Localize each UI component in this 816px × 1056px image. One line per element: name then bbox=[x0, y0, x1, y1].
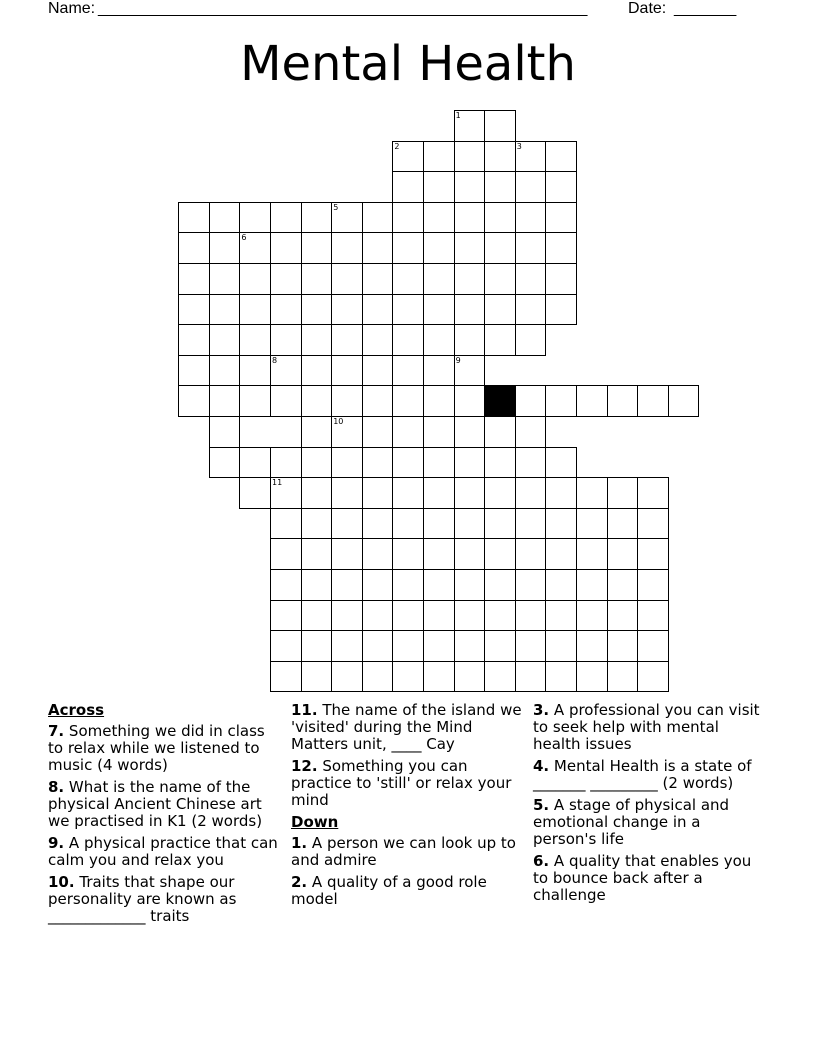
crossword-cell[interactable] bbox=[515, 263, 547, 295]
crossword-cell[interactable] bbox=[637, 630, 669, 662]
crossword-cell[interactable] bbox=[270, 661, 302, 693]
crossword-cell[interactable] bbox=[301, 661, 333, 693]
clue-number-label: 10 bbox=[333, 417, 344, 426]
crossword-cell[interactable] bbox=[362, 294, 394, 326]
crossword-cell[interactable] bbox=[484, 630, 516, 662]
crossword-cell[interactable] bbox=[637, 661, 669, 693]
crossword-cell[interactable] bbox=[392, 232, 424, 264]
crossword-cell[interactable] bbox=[362, 416, 394, 448]
crossword-cell[interactable] bbox=[362, 569, 394, 601]
crossword-cell[interactable] bbox=[515, 661, 547, 693]
crossword-cell[interactable] bbox=[423, 416, 455, 448]
crossword-cell[interactable] bbox=[301, 355, 333, 387]
date-line[interactable]: _______ bbox=[674, 0, 737, 17]
clue-down-4 bbox=[533, 758, 765, 792]
crossword-cell[interactable] bbox=[454, 355, 486, 387]
crossword-cell[interactable] bbox=[362, 538, 394, 570]
clue-text: Something we did in class to relax while we listened to music (4 words) bbox=[48, 722, 265, 774]
crossword-cell[interactable] bbox=[423, 355, 455, 387]
crossword-cell[interactable] bbox=[545, 171, 577, 203]
crossword-cell[interactable] bbox=[239, 385, 271, 417]
crossword-cell[interactable] bbox=[331, 416, 363, 448]
crossword-cell[interactable] bbox=[607, 477, 639, 509]
clue-text: Mental Health is a state of _______ _________ (2 words) bbox=[533, 757, 752, 792]
crossword-cell[interactable] bbox=[301, 508, 333, 540]
crossword-cell[interactable] bbox=[209, 294, 241, 326]
crossword-cell[interactable] bbox=[392, 141, 424, 173]
clue-text: A quality that enables you to bounce back after a challenge bbox=[533, 852, 752, 904]
crossword-cell[interactable] bbox=[515, 538, 547, 570]
crossword-cell[interactable] bbox=[362, 355, 394, 387]
crossword-cell[interactable] bbox=[545, 538, 577, 570]
crossword-cell[interactable] bbox=[576, 385, 608, 417]
clue-down-1 bbox=[291, 835, 523, 869]
crossword-cell[interactable] bbox=[576, 477, 608, 509]
crossword-cell[interactable] bbox=[270, 508, 302, 540]
clue-number: 8. bbox=[48, 778, 65, 796]
crossword-cell[interactable] bbox=[576, 630, 608, 662]
crossword-cell[interactable] bbox=[545, 141, 577, 173]
crossword-cell[interactable] bbox=[301, 447, 333, 479]
clue-number: 3. bbox=[533, 701, 550, 719]
crossword-cell[interactable] bbox=[454, 508, 486, 540]
crossword-cell[interactable] bbox=[484, 202, 516, 234]
crossword-cell[interactable] bbox=[331, 538, 363, 570]
crossword-cell[interactable] bbox=[331, 630, 363, 662]
crossword-cell[interactable] bbox=[392, 661, 424, 693]
crossword-cell[interactable] bbox=[301, 569, 333, 601]
crossword-cell[interactable] bbox=[331, 324, 363, 356]
crossword-cell[interactable] bbox=[270, 294, 302, 326]
clue-column-1 bbox=[48, 702, 280, 930]
crossword-cell[interactable] bbox=[576, 508, 608, 540]
crossword-cell[interactable] bbox=[545, 477, 577, 509]
crossword-cell[interactable] bbox=[270, 355, 302, 387]
clue-number: 1. bbox=[291, 834, 308, 852]
crossword-cell[interactable] bbox=[209, 263, 241, 295]
crossword-cell[interactable] bbox=[545, 385, 577, 417]
crossword-cell[interactable] bbox=[209, 324, 241, 356]
crossword-cell[interactable] bbox=[423, 477, 455, 509]
clue-number-label: 8 bbox=[272, 355, 278, 365]
crossword-cell[interactable] bbox=[454, 477, 486, 509]
clue-number-label: 9 bbox=[455, 355, 461, 365]
crossword-cell[interactable] bbox=[362, 232, 394, 264]
crossword-cell[interactable] bbox=[392, 630, 424, 662]
clue-text: A physical practice that can calm you and relax you bbox=[48, 834, 278, 869]
crossword-cell[interactable] bbox=[515, 600, 547, 632]
crossword-cell[interactable] bbox=[484, 538, 516, 570]
crossword-cell[interactable] bbox=[484, 110, 516, 142]
crossword-cell[interactable] bbox=[392, 416, 424, 448]
crossword-cell[interactable] bbox=[484, 569, 516, 601]
clue-number-label: 11 bbox=[272, 478, 283, 488]
crossword-cell[interactable] bbox=[607, 661, 639, 693]
clue-number: 6. bbox=[533, 852, 550, 870]
crossword-cell[interactable] bbox=[392, 294, 424, 326]
crossword-cell[interactable] bbox=[331, 447, 363, 479]
crossword-cell[interactable] bbox=[301, 324, 333, 356]
crossword-cell[interactable] bbox=[515, 202, 547, 234]
name-line[interactable]: _______________________________________________________ bbox=[98, 0, 588, 17]
crossword-cell[interactable] bbox=[331, 202, 363, 234]
crossword-cell[interactable] bbox=[209, 416, 241, 448]
crossword-cell[interactable] bbox=[454, 416, 486, 448]
crossword-cell[interactable] bbox=[515, 171, 547, 203]
crossword-cell[interactable] bbox=[484, 508, 516, 540]
crossword-cell[interactable] bbox=[301, 416, 333, 448]
crossword-cell[interactable] bbox=[178, 324, 210, 356]
crossword-cell[interactable] bbox=[392, 447, 424, 479]
crossword-cell[interactable] bbox=[178, 385, 210, 417]
crossword-cell[interactable] bbox=[545, 508, 577, 540]
crossword-cell[interactable] bbox=[423, 600, 455, 632]
clue-number: 11. bbox=[291, 701, 318, 719]
crossword-cell[interactable] bbox=[484, 600, 516, 632]
crossword-cell[interactable] bbox=[423, 171, 455, 203]
crossword-cell[interactable] bbox=[454, 385, 486, 417]
crossword-cell[interactable] bbox=[484, 477, 516, 509]
crossword-cell[interactable] bbox=[362, 508, 394, 540]
crossword-cell[interactable] bbox=[331, 477, 363, 509]
clue-text: Something you can practice to 'still' or relax your mind bbox=[291, 757, 512, 809]
crossword-cell[interactable] bbox=[545, 447, 577, 479]
crossword-cell[interactable] bbox=[178, 232, 210, 264]
crossword-cell[interactable] bbox=[637, 508, 669, 540]
crossword-cell[interactable] bbox=[331, 232, 363, 264]
crossword-cell[interactable] bbox=[362, 385, 394, 417]
crossword-cell[interactable] bbox=[392, 171, 424, 203]
crossword-cell[interactable] bbox=[301, 477, 333, 509]
crossword-cell[interactable] bbox=[576, 661, 608, 693]
crossword-cell[interactable] bbox=[484, 447, 516, 479]
crossword-cell[interactable] bbox=[301, 202, 333, 234]
crossword-cell[interactable] bbox=[270, 477, 302, 509]
crossword-cell[interactable] bbox=[515, 385, 547, 417]
crossword-cell[interactable] bbox=[331, 661, 363, 693]
crossword-cell[interactable] bbox=[423, 385, 455, 417]
crossword-cell[interactable] bbox=[270, 569, 302, 601]
crossword-cell[interactable] bbox=[270, 538, 302, 570]
clue-across-7 bbox=[48, 723, 280, 774]
clue-across-11 bbox=[291, 702, 523, 753]
crossword-cell[interactable] bbox=[515, 294, 547, 326]
crossword-cell[interactable] bbox=[362, 661, 394, 693]
crossword-cell[interactable] bbox=[270, 232, 302, 264]
crossword-cell[interactable] bbox=[209, 355, 241, 387]
crossword-cell[interactable] bbox=[362, 477, 394, 509]
clue-across-9 bbox=[48, 835, 280, 869]
date-label: Date: bbox=[628, 0, 667, 17]
crossword-cell[interactable] bbox=[392, 263, 424, 295]
crossword-cell[interactable] bbox=[362, 202, 394, 234]
clue-across-10 bbox=[48, 874, 280, 925]
crossword-cell[interactable] bbox=[515, 508, 547, 540]
crossword-cell[interactable] bbox=[423, 202, 455, 234]
clue-number-label: 1 bbox=[455, 111, 461, 120]
crossword-cell[interactable] bbox=[331, 600, 363, 632]
crossword-cell[interactable] bbox=[454, 661, 486, 693]
crossword-cell[interactable] bbox=[637, 600, 669, 632]
crossword-cell[interactable] bbox=[545, 569, 577, 601]
crossword-cell[interactable] bbox=[576, 569, 608, 601]
crossword-cell[interactable] bbox=[454, 171, 486, 203]
crossword-cell[interactable] bbox=[545, 294, 577, 326]
crossword-cell[interactable] bbox=[178, 202, 210, 234]
crossword-cell[interactable] bbox=[607, 569, 639, 601]
crossword-cell[interactable] bbox=[454, 600, 486, 632]
crossword-cell[interactable] bbox=[484, 141, 516, 173]
crossword-cell[interactable] bbox=[576, 600, 608, 632]
clue-text: A quality of a good role model bbox=[291, 873, 487, 908]
crossword-cell[interactable] bbox=[423, 141, 455, 173]
crossword-cell[interactable] bbox=[423, 263, 455, 295]
down-heading: Down bbox=[291, 813, 339, 831]
crossword-cell[interactable] bbox=[515, 324, 547, 356]
crossword-cell[interactable] bbox=[362, 324, 394, 356]
clue-number: 2. bbox=[291, 873, 308, 891]
clue-number: 4. bbox=[533, 757, 550, 775]
crossword-cell[interactable] bbox=[392, 538, 424, 570]
crossword-cell[interactable] bbox=[392, 569, 424, 601]
crossword-cell[interactable] bbox=[331, 355, 363, 387]
crossword-cell[interactable] bbox=[515, 477, 547, 509]
clue-text: What is the name of the physical Ancient Chinese art we practised in K1 (2 words) bbox=[48, 778, 263, 830]
crossword-cell[interactable] bbox=[484, 232, 516, 264]
crossword-cell[interactable] bbox=[209, 232, 241, 264]
clue-down-6 bbox=[533, 853, 765, 904]
clue-number: 12. bbox=[291, 757, 318, 775]
crossword-cell[interactable] bbox=[239, 294, 271, 326]
crossword-cell[interactable] bbox=[331, 385, 363, 417]
crossword-cell[interactable] bbox=[454, 630, 486, 662]
crossword-cell[interactable] bbox=[239, 477, 271, 509]
clue-number-label: 5 bbox=[333, 202, 339, 212]
crossword-cell[interactable] bbox=[484, 171, 516, 203]
clue-text: A stage of physical and emotional change in a person's life bbox=[533, 796, 730, 848]
crossword-cell[interactable] bbox=[178, 294, 210, 326]
crossword-cell[interactable] bbox=[515, 141, 547, 173]
page-title: Mental Health bbox=[240, 36, 576, 92]
crossword-cell[interactable] bbox=[484, 416, 516, 448]
crossword-cell[interactable] bbox=[515, 569, 547, 601]
crossword-cell[interactable] bbox=[270, 263, 302, 295]
crossword-cell[interactable] bbox=[178, 263, 210, 295]
crossword-cell[interactable] bbox=[392, 385, 424, 417]
crossword-cell[interactable] bbox=[423, 324, 455, 356]
crossword-cell[interactable] bbox=[484, 324, 516, 356]
clue-down-3 bbox=[533, 702, 765, 753]
crossword-cell[interactable] bbox=[301, 630, 333, 662]
crossword-cell[interactable] bbox=[515, 447, 547, 479]
crossword-cell[interactable] bbox=[423, 661, 455, 693]
crossword-cell[interactable] bbox=[515, 416, 547, 448]
crossword-cell[interactable] bbox=[637, 538, 669, 570]
crossword-cell[interactable] bbox=[270, 630, 302, 662]
crossword-cell[interactable] bbox=[484, 661, 516, 693]
crossword-cell[interactable] bbox=[301, 232, 333, 264]
crossword-cell[interactable] bbox=[607, 508, 639, 540]
crossword-cell[interactable] bbox=[239, 232, 271, 264]
crossword-cell[interactable] bbox=[362, 600, 394, 632]
crossword-cell[interactable] bbox=[331, 263, 363, 295]
crossword-cell[interactable] bbox=[637, 385, 669, 417]
clue-number: 7. bbox=[48, 722, 65, 740]
clue-down-2 bbox=[291, 874, 523, 908]
crossword-cell[interactable] bbox=[392, 477, 424, 509]
clue-across-12 bbox=[291, 758, 523, 809]
crossword-cell[interactable] bbox=[239, 202, 271, 234]
crossword-cell[interactable] bbox=[607, 600, 639, 632]
clue-across-8 bbox=[48, 779, 280, 830]
crossword-cell[interactable] bbox=[301, 263, 333, 295]
clue-number-label: 3 bbox=[516, 141, 522, 151]
crossword-cell[interactable] bbox=[607, 630, 639, 662]
crossword-cell[interactable] bbox=[362, 263, 394, 295]
crossword-cell[interactable] bbox=[454, 324, 486, 356]
crossword-cell[interactable] bbox=[423, 569, 455, 601]
crossword-cell[interactable] bbox=[331, 569, 363, 601]
crossword-cell[interactable] bbox=[423, 538, 455, 570]
crossword-cell[interactable] bbox=[178, 355, 210, 387]
crossword-cell[interactable] bbox=[209, 447, 241, 479]
crossword-cell[interactable] bbox=[301, 385, 333, 417]
crossword-cell[interactable] bbox=[454, 569, 486, 601]
crossword-cell[interactable] bbox=[637, 477, 669, 509]
crossword-cell[interactable] bbox=[270, 385, 302, 417]
crossword-cell[interactable] bbox=[392, 202, 424, 234]
crossword-cell[interactable] bbox=[423, 294, 455, 326]
crossword-cell[interactable] bbox=[423, 232, 455, 264]
crossword-cell[interactable] bbox=[484, 294, 516, 326]
crossword-cell[interactable] bbox=[545, 661, 577, 693]
crossword-cell[interactable] bbox=[270, 324, 302, 356]
crossword-cell[interactable] bbox=[454, 141, 486, 173]
crossword-cell[interactable] bbox=[515, 232, 547, 264]
crossword-cell[interactable] bbox=[392, 508, 424, 540]
crossword-cell[interactable] bbox=[607, 538, 639, 570]
crossword-cell[interactable] bbox=[454, 294, 486, 326]
clue-text: The name of the island we 'visited' during the Mind Matters unit, ____ Cay bbox=[291, 701, 522, 753]
clue-number: 5. bbox=[533, 796, 550, 814]
crossword-cell[interactable] bbox=[392, 324, 424, 356]
across-heading: Across bbox=[48, 701, 105, 719]
crossword-cell[interactable] bbox=[576, 538, 608, 570]
clue-column-3 bbox=[533, 702, 765, 909]
crossword-cell[interactable] bbox=[301, 538, 333, 570]
clue-number: 9. bbox=[48, 834, 65, 852]
crossword-cell[interactable] bbox=[423, 508, 455, 540]
crossword-cell[interactable] bbox=[545, 263, 577, 295]
crossword-cell[interactable] bbox=[362, 447, 394, 479]
crossword-cell[interactable] bbox=[423, 630, 455, 662]
crossword-cell[interactable] bbox=[270, 447, 302, 479]
crossword-cell[interactable] bbox=[515, 630, 547, 662]
crossword-cell[interactable] bbox=[454, 202, 486, 234]
crossword-cell[interactable] bbox=[209, 202, 241, 234]
crossword-cell[interactable] bbox=[454, 263, 486, 295]
clue-text: Traits that shape our personality are known as _____________ traits bbox=[48, 873, 237, 925]
crossword-cell[interactable] bbox=[392, 355, 424, 387]
crossword-cell[interactable] bbox=[301, 294, 333, 326]
crossword-cell[interactable] bbox=[454, 110, 486, 142]
clue-column-2 bbox=[291, 702, 523, 913]
crossword-cell[interactable] bbox=[331, 294, 363, 326]
crossword-cell[interactable] bbox=[331, 508, 363, 540]
clue-text: A person we can look up to and admire bbox=[291, 834, 516, 869]
crossword-cell[interactable] bbox=[301, 600, 333, 632]
crossword-cell[interactable] bbox=[545, 630, 577, 662]
crossword-block bbox=[484, 385, 516, 417]
crossword-cell[interactable] bbox=[239, 447, 271, 479]
crossword-cell[interactable] bbox=[423, 447, 455, 479]
crossword-cell[interactable] bbox=[270, 202, 302, 234]
crossword-cell[interactable] bbox=[668, 385, 700, 417]
crossword-cell[interactable] bbox=[545, 202, 577, 234]
crossword-cell[interactable] bbox=[484, 263, 516, 295]
crossword-cell[interactable] bbox=[239, 324, 271, 356]
clue-number-label: 2 bbox=[394, 141, 400, 151]
name-label: Name: bbox=[48, 0, 96, 17]
clue-number: 10. bbox=[48, 873, 75, 891]
clue-text: A professional you can visit to seek help with mental health issues bbox=[533, 701, 760, 753]
clue-down-5 bbox=[533, 797, 765, 848]
crossword-cell[interactable] bbox=[454, 232, 486, 264]
crossword-cell[interactable] bbox=[637, 569, 669, 601]
crossword-cell[interactable] bbox=[545, 232, 577, 264]
crossword-cell[interactable] bbox=[209, 385, 241, 417]
crossword-cell[interactable] bbox=[392, 600, 424, 632]
crossword-cell[interactable] bbox=[239, 263, 271, 295]
crossword-cell[interactable] bbox=[454, 538, 486, 570]
crossword-cell[interactable] bbox=[607, 385, 639, 417]
crossword-cell[interactable] bbox=[270, 600, 302, 632]
crossword-cell[interactable] bbox=[362, 630, 394, 662]
crossword-cell[interactable] bbox=[454, 447, 486, 479]
crossword-cell[interactable] bbox=[545, 600, 577, 632]
clue-number-label: 6 bbox=[241, 233, 247, 243]
